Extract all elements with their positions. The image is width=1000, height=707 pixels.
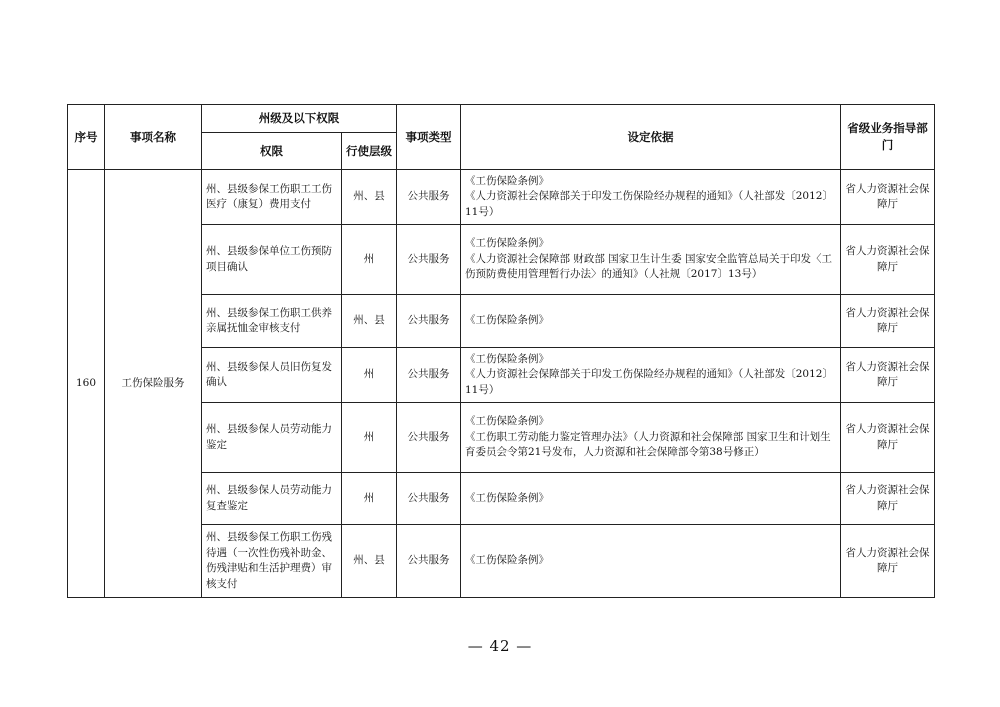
authority-cell: 州、县级参保人员劳动能力复查鉴定 (202, 473, 342, 525)
basis-line: 《人力资源社会保障部关于印发工伤保险经办规程的通知》（人社部发〔2012〕11号） (465, 190, 833, 218)
header-item-type: 事项类型 (397, 105, 461, 170)
type-cell: 公共服务 (397, 473, 461, 525)
type-cell: 公共服务 (397, 525, 461, 598)
basis-line: 《人力资源社会保障部关于印发工伤保险经办规程的通知》（人社部发〔2012〕11号） (465, 368, 833, 396)
authority-cell: 州、县级参保人员旧伤复发确认 (202, 348, 342, 403)
basis-line: 《工伤保险条例》 (465, 174, 549, 187)
dept-cell: 省人力资源社会保障厅 (841, 473, 935, 525)
basis-cell (461, 403, 841, 473)
header-level: 行使层级 (342, 133, 397, 170)
dept-cell: 省人力资源社会保障厅 (841, 348, 935, 403)
table-row (68, 170, 935, 225)
page-number: — 42 — (467, 637, 533, 655)
level-cell: 州 (342, 403, 397, 473)
table-header (68, 105, 935, 170)
dept-cell: 省人力资源社会保障厅 (841, 295, 935, 348)
basis-line: 《工伤保险条例》 (465, 314, 549, 327)
dept-cell: 省人力资源社会保障厅 (841, 403, 935, 473)
type-cell: 公共服务 (397, 225, 461, 295)
authority-table (67, 104, 935, 598)
level-cell: 州、县 (342, 170, 397, 225)
authority-cell: 州、县级参保工伤职工伤残待遇（一次性伤残补助金、伤残津贴和生活护理费）审核支付 (202, 525, 342, 598)
type-cell: 公共服务 (397, 348, 461, 403)
basis-line: 《工伤保险条例》 (465, 415, 549, 428)
authority-cell: 州、县级参保单位工伤预防项目确认 (202, 225, 342, 295)
basis-cell (461, 348, 841, 403)
authority-cell: 州、县级参保工伤职工工伤医疗（康复）费用支付 (202, 170, 342, 225)
basis-line: 《人力资源社会保障部 财政部 国家卫生计生委 国家安全监管总局关于印发〈工伤预防费使用管理暂行办法〉的通知》（人社规〔2017〕13号） (465, 252, 833, 281)
item-name-cell: 工伤保险服务 (105, 170, 202, 598)
basis-cell (461, 295, 841, 348)
level-cell: 州 (342, 348, 397, 403)
basis-cell (461, 170, 841, 225)
type-cell: 公共服务 (397, 170, 461, 225)
header-group: 州级及以下权限 (202, 105, 397, 133)
dept-cell: 省人力资源社会保障厅 (841, 525, 935, 598)
level-cell: 州 (342, 225, 397, 295)
basis-line: 《工伤保险条例》 (465, 352, 549, 365)
type-cell: 公共服务 (397, 295, 461, 348)
authority-cell: 州、县级参保人员劳动能力鉴定 (202, 403, 342, 473)
table-body (68, 170, 935, 598)
basis-line: 《工伤保险条例》 (465, 554, 549, 567)
level-cell: 州 (342, 473, 397, 525)
basis-cell (461, 473, 841, 525)
basis-line: 《工伤保险条例》 (465, 237, 549, 250)
basis-cell (461, 225, 841, 295)
header-seq: 序号 (68, 105, 105, 170)
header-dept: 省级业务指导部门 (841, 105, 935, 170)
header-basis: 设定依据 (461, 105, 841, 170)
basis-cell (461, 525, 841, 598)
level-cell: 州、县 (342, 525, 397, 598)
header-authority: 权限 (202, 133, 342, 170)
dept-cell: 省人力资源社会保障厅 (841, 225, 935, 295)
level-cell: 州、县 (342, 295, 397, 348)
authority-cell: 州、县级参保工伤职工供养亲属抚恤金审核支付 (202, 295, 342, 348)
seq-cell: 160 (68, 170, 105, 598)
type-cell: 公共服务 (397, 403, 461, 473)
header-item-name: 事项名称 (105, 105, 202, 170)
dept-cell: 省人力资源社会保障厅 (841, 170, 935, 225)
basis-line: 《工伤保险条例》 (465, 491, 549, 504)
basis-line: 《工伤职工劳动能力鉴定管理办法》（人力资源和社会保障部 国家卫生和计划生育委员会令第21号发布，人力资源和社会保障部令第38号修正） (465, 430, 831, 459)
